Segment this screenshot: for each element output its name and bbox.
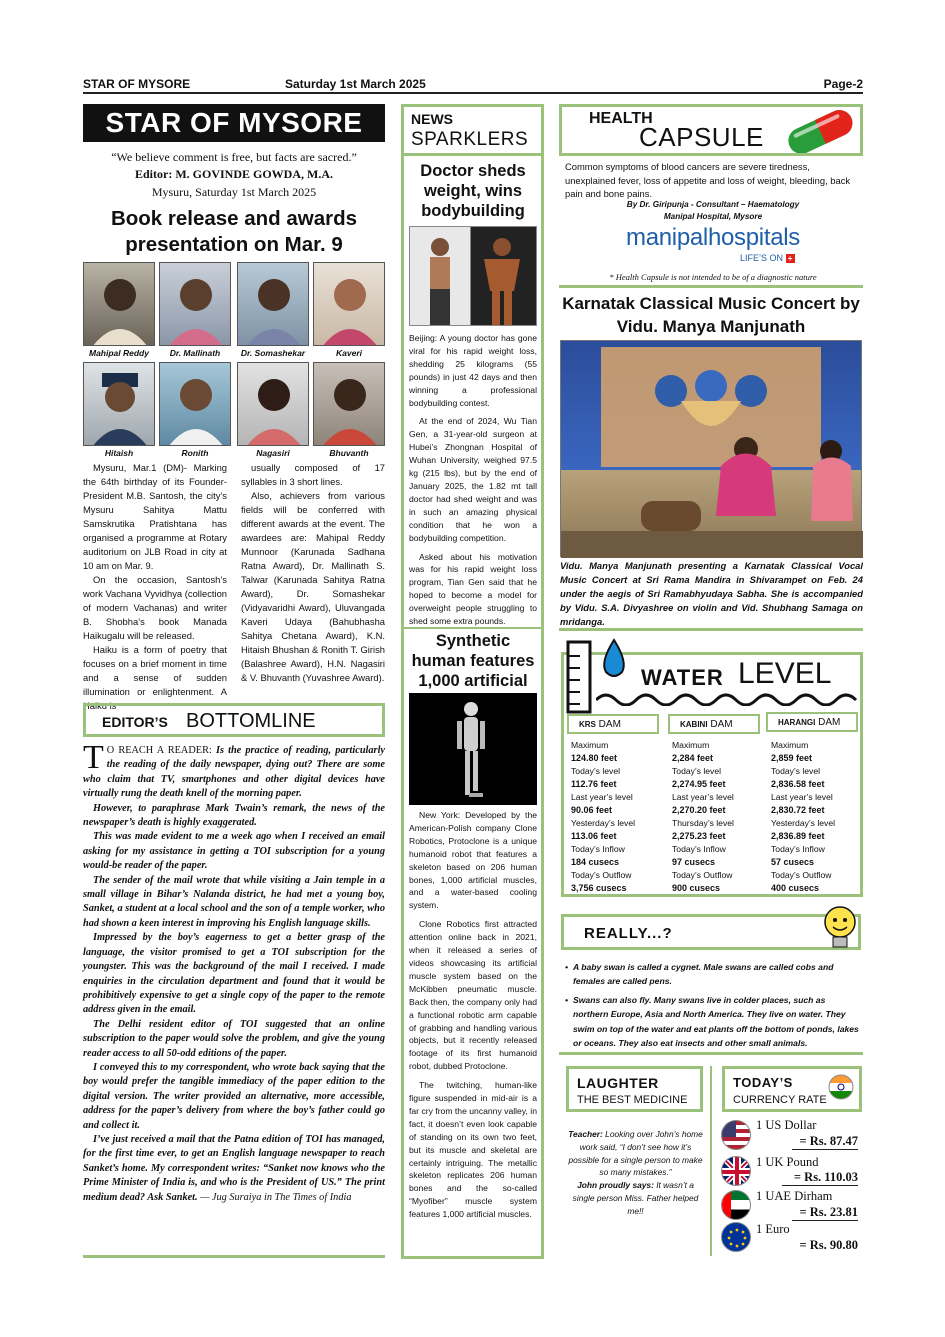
kabini-dam-label bbox=[668, 714, 760, 734]
uk-flag-icon bbox=[721, 1156, 751, 1186]
paragraph: The twitching, human-like figure suspended in mid-air is a far cry from the uncanny valley, in fact, it doesn’t even look capable of standing on its own two feet, but its muscle and skeletal are certainly intriguing. The metallic skeleton replicates 206 human bones and the so-called “Myofiber” muscle system features 1,000 artificial muscles. bbox=[409, 1080, 537, 1220]
paragraph: The sender of the mail wrote that while visiting a Jain temple in a small village in Bihar’s Nalanda district, he had met a young boy, Sanket, a student at a local school and the son of a temple worker, who had shown a keen interest in improving his English language skills. bbox=[83, 874, 385, 929]
row-value: 3,756 cusecs bbox=[571, 883, 627, 893]
paragraph: I conveyed this to my correspondent, who wrote back saying that the boy would prefer the tangible immediacy of the paper edition to the digital version. The writer provided an alternative, more accessible, address for the paper’s delivery from where the boy’s father could go and collect it. bbox=[83, 1061, 385, 1131]
paragraph: Also, achievers from various fields will be conferred with different awards at the event. The awardees are: Mahipal Reddy Munnoor (Karunada Sadhana Ratna Award), Dr. Mallinath S. Talwar (Karunada Sahitya Ratna Award), Dr. Somashekar (Vidyavaridhi Award), Uluvangada Kaveri Udaya (Bahubhasha Sahitya Chetana Award), K.N. Hitaish Bhushan & Ronith T. Girish (Balashree Award), H.N. Nagasiri & V. Bhuvanth (Yuvashree Award). bbox=[241, 490, 385, 683]
divider bbox=[710, 1066, 712, 1256]
list-item bbox=[565, 993, 863, 1051]
portrait-photo bbox=[83, 362, 155, 446]
level-label: LEVEL bbox=[738, 657, 832, 690]
masthead-dateline: Mysuru, Saturday 1st March 2025 bbox=[151, 185, 317, 199]
usa-flag-icon bbox=[721, 1120, 751, 1150]
portrait-caption: Bhuvanth bbox=[329, 448, 369, 458]
row-label: Today’s Outflow bbox=[571, 870, 632, 880]
krs-dam-table bbox=[571, 739, 666, 895]
bottomline-label: BOTTOMLINE bbox=[186, 710, 316, 732]
story1-body bbox=[409, 332, 537, 634]
news-sparklers-header bbox=[401, 104, 544, 156]
paragraph: Is the practice of reading, particularly the reading of the daily newspaper, dying out? There are some who claim that TV, smartphones and other digital devices have virtually rung the death knell of the morning paper. bbox=[83, 745, 385, 800]
paragraph: Mysuru, Mar.1 (DM)- Marking the 64th birthday of its Founder-President M.B. Santosh, the city’s Mysuru Sahitya Mattu Samskrutika Pratishtana has organised a programme at Rotary auditorium on JLB Road in city at 10 am on Mar. 9. bbox=[83, 462, 227, 571]
portrait-caption: Dr. Mallinath bbox=[169, 348, 221, 358]
lead-in: O REACH A READER: bbox=[106, 745, 212, 756]
row-label: Maximum bbox=[672, 740, 710, 750]
sparklers-label: SPARKLERS bbox=[411, 129, 529, 150]
robot-photo bbox=[409, 693, 537, 805]
bullet-icon: • bbox=[565, 994, 569, 1005]
story2-body bbox=[409, 809, 537, 1227]
masthead-editor: Editor: M. GOVINDE GOWDA, M.A. bbox=[135, 167, 333, 181]
row-value: 112.76 feet bbox=[571, 779, 617, 789]
editors-label: EDITOR’S bbox=[102, 714, 168, 730]
row-label: Last year’s level bbox=[672, 792, 734, 802]
book-release-body-right bbox=[241, 461, 385, 685]
concert-photo bbox=[560, 340, 862, 557]
paragraph: New York: Developed by the American-Polish company Clone Robotics, Protoclone is a unique humanoid robot that features a skeleton based on 206 human bones, 1,000 artificial muscles, and a water-based cooling system. bbox=[409, 810, 537, 911]
paragraph: Haiku is a form of poetry that focuses on a brief moment in time and a sense of sudden illumination or enlightenment. A Haiku is bbox=[83, 644, 227, 711]
teacher-label: Teacher: bbox=[568, 1129, 603, 1139]
row-label: Thursday’s level bbox=[672, 818, 734, 828]
teacher-line: Looking over John’s home work said, “I don’t see how it’s possible for a single person to make so many mistakes.” bbox=[568, 1129, 703, 1178]
row-value: 184 cusecs bbox=[571, 857, 620, 867]
paragraph: Clone Robotics first attracted attention online back in 2021, when it released a series of videos showcasing its artificial muscle system based on the McKibben pneumatic muscle. Back then, the company only had a functional robotic arm capable of grabbing and handling various objects, but it recently released footage of its first humanoid robot, dubbed Protoclone. bbox=[409, 919, 537, 1072]
paragraph: However, to paraphrase Mark Twain’s remark, the news of the newspaper’s death is highly exaggerated. bbox=[83, 802, 385, 829]
manipal-tagline-text: LIFE’S ON bbox=[740, 253, 784, 263]
capsule-pill-icon bbox=[780, 109, 860, 153]
list-item bbox=[565, 960, 863, 989]
row-label: Today’s Inflow bbox=[672, 844, 726, 854]
row-label: Yesterday’s level bbox=[771, 818, 836, 828]
health-capsule-header bbox=[559, 104, 863, 156]
row-label: Last year’s level bbox=[771, 792, 833, 802]
health-capsule-text: Common symptoms of blood cancers are severe tiredness, unexplained fever, loss of appetite and loss of weight, bleeding, back pain and bone pains. bbox=[565, 161, 851, 200]
dam-code: KRS bbox=[579, 720, 596, 729]
row-value: 113.06 feet bbox=[571, 831, 617, 841]
row-value: 2,859 feet bbox=[771, 753, 813, 763]
row-label: Today’s level bbox=[672, 766, 722, 776]
capsule-label: CAPSULE bbox=[639, 122, 764, 152]
fact-text: Swans can also fly. Many swans live in colder places, such as northern Europe, Asia and North America. They live on water. They swim on top of the water and eat plants off the bottom of ponds, lakes or oceans. They also eat insects and other small animals. bbox=[573, 994, 859, 1049]
laughter-joke bbox=[568, 1128, 703, 1218]
row-value: 2,275.23 feet bbox=[672, 831, 726, 841]
dam-code: KABINI bbox=[680, 720, 708, 729]
portrait-caption: Dr. Somashekar bbox=[240, 348, 306, 358]
dam-suffix: DAM bbox=[710, 719, 733, 730]
paragraph: At the end of 2024, Wu Tian Gen, a 31-year-old surgeon at Hubei’s Zhongnan Hospital of Wuhan University, weighed 97.5 kg (215 lbs), but by the end of January 2025, the 1.82 mt tall doctor had shed weight and was in such an amazing physical condition that he won a bodybuilding competition. bbox=[409, 416, 537, 543]
concert-caption: Vidu. Manya Manjunath presenting a Karnatak Classical Vocal Music Concert at Sri Rama Mandira in Shivarampet on Feb. 24 under the aegis of Sri Ramabhyudaya Sabha. She is accompanied by Vidu. S.A. Divyashree on violin and Vid. Shubhang Samaga on mridanga. bbox=[560, 560, 863, 627]
john-line: It wasn’t a single person Miss. Father helped me!! bbox=[572, 1180, 699, 1216]
laughter-label: LAUGHTER bbox=[577, 1075, 659, 1091]
paragraph: Impressed by the boy’s eagerness to get a better grasp of the language, the visitor promised to get a TOI subscription for the youngster. This was the background of the mail I received. I made enquiries in the circulation department and found that it would be prohibitively expensive to get a single copy of the paper to the remote address given in the email. bbox=[83, 932, 385, 1016]
eur-unit: 1 Euro bbox=[756, 1222, 790, 1236]
divider bbox=[559, 1052, 863, 1055]
really-box bbox=[561, 914, 861, 950]
row-label: Today’s Inflow bbox=[571, 844, 625, 854]
dam-suffix: DAM bbox=[818, 717, 841, 728]
eur-value: = Rs. 90.80 bbox=[799, 1238, 858, 1252]
news-label: NEWS bbox=[411, 111, 453, 127]
portrait-photo bbox=[159, 362, 231, 446]
running-head bbox=[83, 76, 863, 94]
story1-headline: Doctor sheds weight, wins bodybuilding bbox=[420, 162, 526, 220]
portrait-caption: Mahipal Reddy bbox=[89, 348, 149, 358]
masthead-title: STAR OF MYSORE bbox=[83, 104, 385, 142]
divider bbox=[559, 285, 863, 288]
eu-flag-icon bbox=[721, 1222, 751, 1252]
divider bbox=[404, 627, 541, 629]
row-value: 2,836.89 feet bbox=[771, 831, 825, 841]
row-value: 2,836.58 feet bbox=[771, 779, 825, 789]
really-facts bbox=[565, 960, 863, 1050]
gbp-value: = Rs. 110.03 bbox=[782, 1170, 858, 1186]
portrait-photo bbox=[83, 262, 155, 346]
row-value: 90.06 feet bbox=[571, 805, 613, 815]
health-byline2: Manipal Hospital, Mysore bbox=[663, 212, 763, 221]
concert-headline: Karnatak Classical Music Concert by Vidu. Manya Manjunath bbox=[562, 294, 860, 336]
laughter-box bbox=[566, 1066, 703, 1112]
divider bbox=[83, 1255, 385, 1258]
paragraph: The Delhi resident editor of TOI suggested that an online subscription to the paper would solve the problem, and give the young reader access to all 50-odd editions of the paper. bbox=[83, 1018, 385, 1059]
paragraph: On the occasion, Santosh’s work Vachana Vyvidhya (collection of modern Vachanas) and writer B. Shobha’s book Manada Haikugalu will be released. bbox=[83, 574, 227, 641]
dam-code: HARANGI bbox=[778, 718, 816, 727]
issue-date: Saturday 1st March 2025 bbox=[285, 77, 426, 91]
row-value: 2,284 feet bbox=[672, 753, 714, 763]
aed-unit: 1 UAE Dirham bbox=[756, 1189, 833, 1203]
book-release-body-left bbox=[83, 461, 227, 713]
dam-suffix: DAM bbox=[598, 719, 621, 730]
portrait-photo bbox=[237, 362, 309, 446]
row-value: 900 cusecs bbox=[672, 883, 721, 893]
india-flag-icon bbox=[828, 1074, 854, 1100]
portrait-photo bbox=[313, 362, 385, 446]
divider bbox=[559, 628, 863, 631]
gbp-unit: 1 UK Pound bbox=[756, 1155, 819, 1169]
fact-text: A baby swan is called a cygnet. Male swans are called cobs and females are called pens. bbox=[573, 962, 834, 987]
health-label: HEALTH bbox=[589, 110, 653, 127]
masthead-motto: “We believe comment is free, but facts are sacred.” bbox=[111, 150, 357, 164]
lightbulb-icon bbox=[818, 902, 862, 956]
paragraph: Beijing: A young doctor has gone viral for his rapid weight loss, shedding 25 kilograms (55 pounds) in just 42 days and then winning a professional bodybuilding contest. bbox=[409, 333, 537, 408]
row-value: 400 cusecs bbox=[771, 883, 820, 893]
portrait-caption: Ronith bbox=[181, 448, 209, 458]
health-disclaimer: * Health Capsule is not intended to be of a diagnostic nature bbox=[609, 272, 817, 282]
best-medicine-label: THE BEST MEDICINE bbox=[577, 1094, 688, 1106]
health-byline1: By Dr. Giripunja - Consultant – Haematology bbox=[626, 200, 800, 209]
harangi-dam-label bbox=[766, 712, 858, 732]
row-label: Yesterday’s level bbox=[571, 818, 636, 828]
paragraph: Asked about his motivation was for his rapid weight loss program, Tian Gen said that he hoped to become a model for overweight people struggling to shed some extra pounds. bbox=[409, 551, 537, 627]
usd-unit: 1 US Dollar bbox=[756, 1118, 817, 1132]
portrait-photo bbox=[313, 262, 385, 346]
currency-rate-label: CURRENCY RATE bbox=[733, 1094, 827, 1106]
row-label: Today’s Outflow bbox=[771, 870, 832, 880]
wave-icon bbox=[596, 690, 858, 706]
uae-flag-icon bbox=[721, 1190, 751, 1220]
portrait-caption: Kaveri bbox=[336, 348, 362, 358]
row-value: 2,270.20 feet bbox=[672, 805, 726, 815]
row-label: Today’s Outflow bbox=[672, 870, 733, 880]
bodybuilder-photo bbox=[409, 226, 537, 326]
usd-value: = Rs. 87.47 bbox=[792, 1134, 858, 1150]
john-label: John proudly says: bbox=[577, 1180, 654, 1191]
paragraph: I’ve just received a mail that the Patna edition of TOI has managed, for the first time ever, to get an English language newspaper to reach Sanket’s home. My correspondent writes: “Sanket now knows who the Prime Minister of India is, and who is the President of US.” The print medium dead? Ask Sanket. bbox=[83, 1133, 385, 1203]
bullet-icon: • bbox=[565, 962, 569, 972]
dropcap: T bbox=[83, 739, 104, 776]
todays-label: TODAY’S bbox=[733, 1075, 793, 1090]
portrait-photo bbox=[159, 262, 231, 346]
editors-bottomline-text bbox=[83, 739, 385, 1205]
row-label: Maximum bbox=[571, 740, 609, 750]
manipal-tagline bbox=[740, 253, 795, 263]
page-number: Page-2 bbox=[823, 77, 863, 91]
manipal-logo: manipalhospitals bbox=[626, 224, 800, 251]
water-label: WATER bbox=[641, 665, 724, 690]
row-label: Today’s level bbox=[771, 766, 821, 776]
row-label: Last year’s level bbox=[571, 792, 633, 802]
story2-headline: Synthetic human features 1,000 artificial bbox=[411, 632, 535, 690]
krs-dam-label bbox=[567, 714, 659, 734]
row-value: 2,830.72 feet bbox=[771, 805, 825, 815]
row-label: Today’s level bbox=[571, 766, 621, 776]
editors-bottomline-box bbox=[83, 703, 385, 737]
kabini-dam-table bbox=[672, 739, 767, 895]
paragraph: This was made evident to me a week ago when I received an email asking for my assistance in getting a TOI subscription for a young would-be reader of the paper. bbox=[83, 831, 385, 872]
paragraph: usually composed of 17 syllables in 3 short lines. bbox=[241, 462, 385, 487]
row-value: 97 cusecs bbox=[672, 857, 716, 867]
credit: — Jug Suraiya in The Times of India bbox=[200, 1191, 352, 1203]
row-value: 57 cusecs bbox=[771, 857, 815, 867]
harangi-dam-table bbox=[771, 739, 861, 895]
really-label: REALLY...? bbox=[584, 925, 673, 942]
portrait-caption: Hitaish bbox=[104, 448, 134, 458]
row-value: 124.80 feet bbox=[571, 753, 618, 763]
row-label: Maximum bbox=[771, 740, 809, 750]
plus-icon: + bbox=[786, 254, 795, 263]
book-release-headline: Book release and awards presentation on Mar. 9 bbox=[110, 207, 358, 256]
portrait-caption: Nagasiri bbox=[256, 448, 290, 458]
paper-name: STAR OF MYSORE bbox=[83, 77, 191, 91]
row-label: Today’s Inflow bbox=[771, 844, 825, 854]
aed-value: = Rs. 23.81 bbox=[792, 1205, 858, 1221]
row-value: 2,274.95 feet bbox=[672, 779, 726, 789]
portrait-photo bbox=[237, 262, 309, 346]
